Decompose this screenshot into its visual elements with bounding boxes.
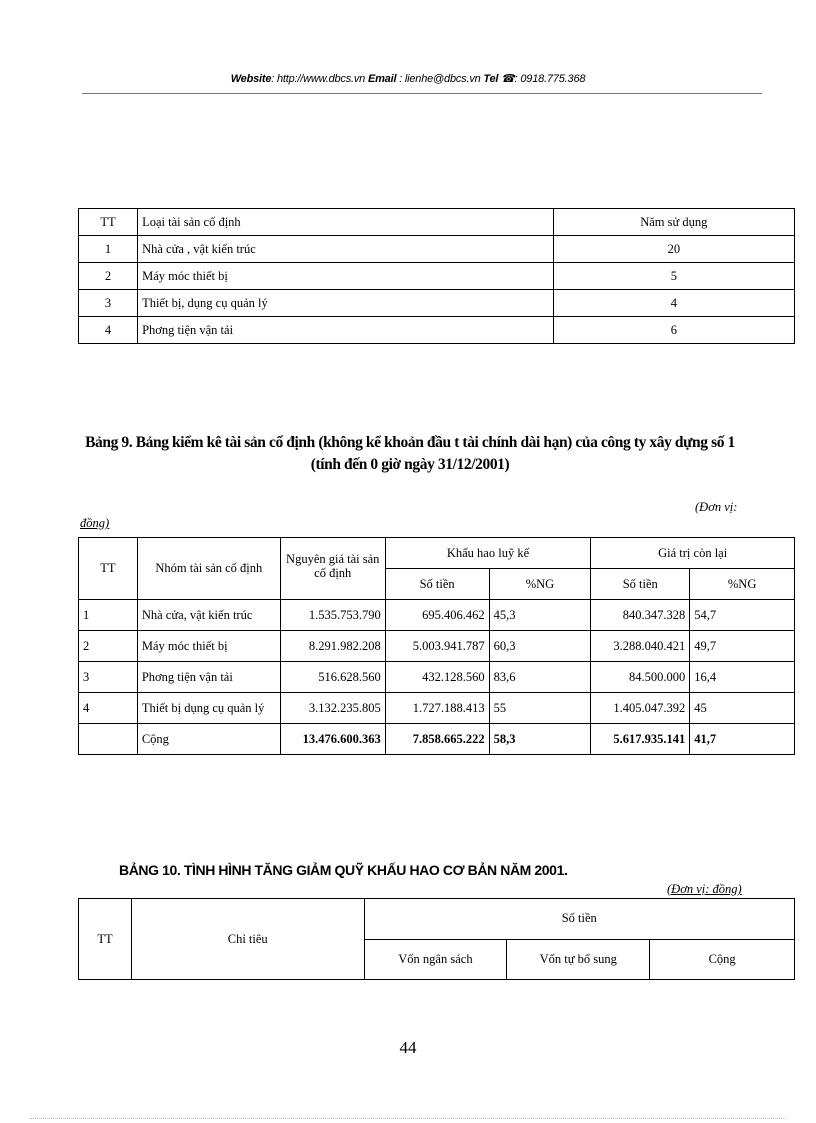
table-header-cell: Nhóm tài sản cố định [137,538,280,600]
table-row [79,662,795,693]
table-cell: 1.405.047.392 [591,693,690,724]
table-cell: 55 [489,693,591,724]
asset-lifespan-table [78,208,795,344]
table-cell: 45 [690,693,795,724]
table-header-cell: Nguyên giá tài sản cố định [280,538,385,600]
table-cell: 695.406.462 [385,600,489,631]
table-cell: 1.535.753.790 [280,600,385,631]
table-cell: 3.288.040.421 [591,631,690,662]
table9-title [60,432,760,476]
table-cell: Phơng tiện vận tải [138,317,554,344]
table-cell: 3 [79,662,138,693]
table-cell: 5.003.941.787 [385,631,489,662]
table10-unit-label: (Đơn vị: đồng) [667,882,742,896]
table-cell: 1.727.188.413 [385,693,489,724]
table-row [79,236,795,263]
table-header-cell: Năm sử dụng [553,209,794,236]
table-header-cell: %NG [690,569,795,600]
table-cell: 54,7 [690,600,795,631]
email-label: Email [367,73,397,85]
table9-unit-label-cont: đồng) [80,516,110,530]
table-row [79,631,795,662]
table-row [79,290,795,317]
table-cell: 8.291.982.208 [280,631,385,662]
table-cell: 7.858.665.222 [385,724,489,755]
table-header-cell: Giá trị còn lại [591,538,795,569]
table-cell [79,724,138,755]
table-header-cell: Vốn ngân sách [364,939,507,980]
table-cell: Thiết bị, dụng cụ quản lý [138,290,554,317]
phone-icon: ☎ [501,73,515,85]
table-header-cell: TT [79,538,138,600]
table-cell: 13.476.600.363 [280,724,385,755]
depreciation-fund-table [78,898,795,980]
table-cell: 840.347.328 [591,600,690,631]
table-cell: 58,3 [489,724,591,755]
table-row [79,693,795,724]
website-label: Website [230,73,272,85]
table-header-cell: TT [79,899,132,980]
table-cell: 60,3 [489,631,591,662]
table-cell: 3 [79,290,138,317]
table-row [79,263,795,290]
table-cell: 1 [79,236,138,263]
table-cell: 4 [79,317,138,344]
table-cell: Nhà cửa, vật kiến trúc [137,600,280,631]
table-cell: 5 [553,263,794,290]
table-cell: 1 [79,600,138,631]
table-cell: 3.132.235.805 [280,693,385,724]
table-header-row [79,538,795,569]
table-cell: 41,7 [690,724,795,755]
table-header-cell: Số tiền [364,899,795,940]
table-cell: 6 [553,317,794,344]
table-cell: Cộng [137,724,280,755]
table-cell: 16,4 [690,662,795,693]
table-cell: 49,7 [690,631,795,662]
table-cell: 45,3 [489,600,591,631]
website-value: : http://www.dbcs.vn [271,73,366,85]
table-header-cell: Số tiền [591,569,690,600]
table-cell: 83,6 [489,662,591,693]
table-header-cell: TT [79,209,138,236]
table-header-cell: Cộng [650,939,795,980]
footer-divider [30,1118,786,1119]
table-cell: 5.617.935.141 [591,724,690,755]
table-header-cell: Chỉ tiêu [131,899,364,980]
table-row [79,600,795,631]
table-total-row [79,724,795,755]
table-header-cell: %NG [489,569,591,600]
table-cell: 516.628.560 [280,662,385,693]
table9-title-line2: (tính đến 0 giờ ngày 31/12/2001) [310,456,510,473]
fixed-asset-inventory-table [78,537,795,755]
header-divider [82,93,762,94]
page-number: 44 [399,1038,417,1057]
table-header-cell: Số tiền [385,569,489,600]
table-header-cell: Vốn tự bổ sung [507,939,650,980]
table-header-cell: Loại tài sản cố định [138,209,554,236]
table-cell: 20 [553,236,794,263]
table-cell: 432.128.560 [385,662,489,693]
tel-value: : 0918.775.368 [514,73,586,85]
table-header-cell: Khấu hao luỹ kế [385,538,591,569]
table-header-row [79,899,795,940]
table10-title: BẢNG 10. TÌNH HÌNH TĂNG GIẢM QUỸ KHẤU HAO CƠ BẢN NĂM 2001. [119,862,568,878]
email-value: : lienhe@dbcs.vn [399,73,481,85]
table-cell: 4 [79,693,138,724]
table-row [79,317,795,344]
table-cell: Thiết bị dụng cụ quản lý [137,693,280,724]
table9-title-line1: Bảng 9. Bảng kiểm kê tài sản cố định (không kể khoản đầu t tài chính dài hạn) của công ty xây dựng số 1 [85,434,735,451]
table-cell: 2 [79,263,138,290]
table-cell: Máy móc thiết bị [138,263,554,290]
table-cell: Máy móc thiết bị [137,631,280,662]
table9-unit-label: (Đơn vị: [695,500,738,514]
table-cell: 4 [553,290,794,317]
table-cell: 2 [79,631,138,662]
table-header-row [79,209,795,236]
tel-label: Tel [483,73,499,85]
table-cell: 84.500.000 [591,662,690,693]
table-cell: Phơng tiện vận tải [137,662,280,693]
page-header [0,72,816,85]
table-cell: Nhà cửa , vật kiến trúc [138,236,554,263]
